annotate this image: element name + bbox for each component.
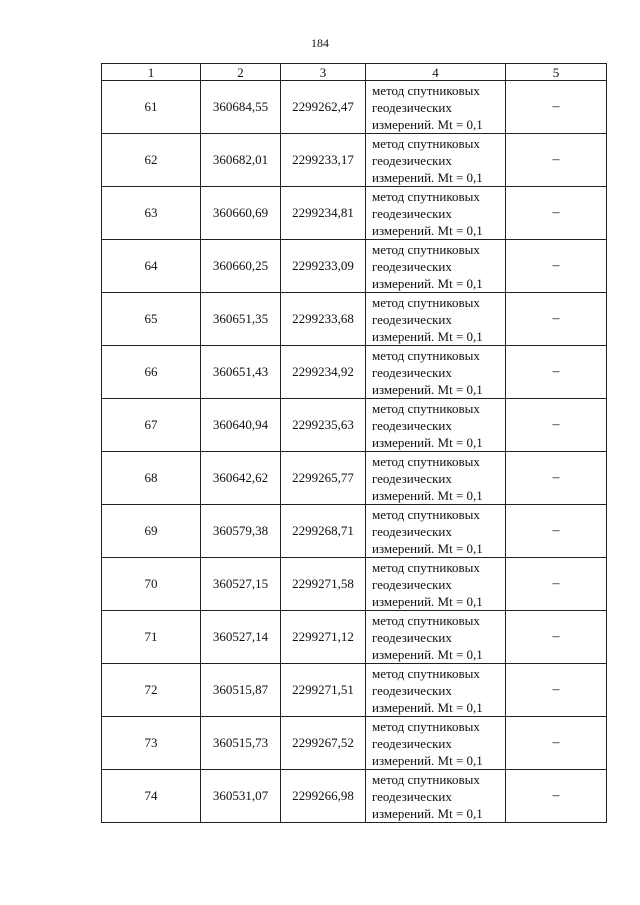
header-col-4: 4 <box>366 64 506 81</box>
header-col-1: 1 <box>102 64 201 81</box>
method-line-2: геодезических <box>372 99 452 115</box>
method-line-1: метод спутниковых <box>372 241 480 257</box>
coord-x: 360660,25 <box>201 240 281 293</box>
coord-y: 2299233,17 <box>281 134 366 187</box>
method-cell <box>366 293 506 346</box>
coord-y: 2299265,77 <box>281 452 366 505</box>
method-line-3: измерений. Mt = 0,1 <box>372 275 483 291</box>
method-line-3: измерений. Mt = 0,1 <box>372 593 483 609</box>
note-cell: – <box>506 346 607 399</box>
note-cell: – <box>506 399 607 452</box>
method-line-1: метод спутниковых <box>372 665 480 681</box>
point-number: 61 <box>102 81 201 134</box>
method-cell <box>366 664 506 717</box>
point-number: 66 <box>102 346 201 399</box>
note-cell: – <box>506 293 607 346</box>
method-line-1: метод спутниковых <box>372 559 480 575</box>
coord-y: 2299234,81 <box>281 187 366 240</box>
table-row <box>102 664 607 717</box>
method-line-2: геодезических <box>372 629 452 645</box>
point-number: 63 <box>102 187 201 240</box>
method-cell <box>366 187 506 240</box>
note-cell: – <box>506 717 607 770</box>
coord-x: 360651,43 <box>201 346 281 399</box>
method-line-1: метод спутниковых <box>372 82 480 98</box>
table-row <box>102 81 607 134</box>
point-number: 74 <box>102 770 201 823</box>
table-header-row <box>102 64 607 81</box>
table-row <box>102 240 607 293</box>
method-cell <box>366 81 506 134</box>
point-number: 68 <box>102 452 201 505</box>
method-line-1: метод спутниковых <box>372 188 480 204</box>
method-line-2: геодезических <box>372 417 452 433</box>
method-line-3: измерений. Mt = 0,1 <box>372 222 483 238</box>
point-number: 62 <box>102 134 201 187</box>
point-number: 69 <box>102 505 201 558</box>
coord-x: 360515,87 <box>201 664 281 717</box>
method-line-3: измерений. Mt = 0,1 <box>372 169 483 185</box>
table-row <box>102 399 607 452</box>
coord-x: 360684,55 <box>201 81 281 134</box>
method-line-1: метод спутниковых <box>372 506 480 522</box>
coord-y: 2299271,51 <box>281 664 366 717</box>
coord-y: 2299266,98 <box>281 770 366 823</box>
point-number: 73 <box>102 717 201 770</box>
coord-y: 2299233,09 <box>281 240 366 293</box>
method-cell <box>366 558 506 611</box>
coord-x: 360579,38 <box>201 505 281 558</box>
note-cell: – <box>506 187 607 240</box>
point-number: 70 <box>102 558 201 611</box>
coord-x: 360515,73 <box>201 717 281 770</box>
note-cell: – <box>506 505 607 558</box>
coord-y: 2299267,52 <box>281 717 366 770</box>
method-cell <box>366 505 506 558</box>
note-cell: – <box>506 611 607 664</box>
method-line-3: измерений. Mt = 0,1 <box>372 752 483 768</box>
method-line-2: геодезических <box>372 788 452 804</box>
method-line-2: геодезических <box>372 576 452 592</box>
note-cell: – <box>506 452 607 505</box>
table-row <box>102 770 607 823</box>
method-line-2: геодезических <box>372 258 452 274</box>
method-cell <box>366 770 506 823</box>
method-line-2: геодезических <box>372 682 452 698</box>
method-line-1: метод спутниковых <box>372 718 480 734</box>
method-line-2: геодезических <box>372 311 452 327</box>
header-col-5: 5 <box>506 64 607 81</box>
method-cell <box>366 346 506 399</box>
table-row <box>102 346 607 399</box>
coord-x: 360527,15 <box>201 558 281 611</box>
method-line-2: геодезических <box>372 470 452 486</box>
method-line-1: метод спутниковых <box>372 453 480 469</box>
method-line-2: геодезических <box>372 152 452 168</box>
coordinates-table <box>101 63 607 823</box>
coord-x: 360682,01 <box>201 134 281 187</box>
method-line-3: измерений. Mt = 0,1 <box>372 328 483 344</box>
coord-y: 2299268,71 <box>281 505 366 558</box>
method-cell <box>366 611 506 664</box>
method-line-2: геодезических <box>372 735 452 751</box>
coord-y: 2299234,92 <box>281 346 366 399</box>
coord-x: 360642,62 <box>201 452 281 505</box>
table-row <box>102 134 607 187</box>
note-cell: – <box>506 664 607 717</box>
note-cell: – <box>506 240 607 293</box>
method-line-1: метод спутниковых <box>372 400 480 416</box>
coord-y: 2299271,12 <box>281 611 366 664</box>
method-cell <box>366 134 506 187</box>
header-col-2: 2 <box>201 64 281 81</box>
page-number: 184 <box>311 36 329 50</box>
table-row <box>102 187 607 240</box>
point-number: 67 <box>102 399 201 452</box>
coord-x: 360651,35 <box>201 293 281 346</box>
method-cell <box>366 717 506 770</box>
table-row <box>102 558 607 611</box>
header-col-3: 3 <box>281 64 366 81</box>
method-line-2: геодезических <box>372 523 452 539</box>
note-cell: – <box>506 770 607 823</box>
method-line-3: измерений. Mt = 0,1 <box>372 434 483 450</box>
table-row <box>102 611 607 664</box>
point-number: 71 <box>102 611 201 664</box>
coord-x: 360531,07 <box>201 770 281 823</box>
note-cell: – <box>506 558 607 611</box>
point-number: 64 <box>102 240 201 293</box>
coord-x: 360640,94 <box>201 399 281 452</box>
coord-x: 360660,69 <box>201 187 281 240</box>
method-cell <box>366 452 506 505</box>
note-cell: – <box>506 134 607 187</box>
method-line-3: измерений. Mt = 0,1 <box>372 646 483 662</box>
method-line-2: геодезических <box>372 205 452 221</box>
point-number: 65 <box>102 293 201 346</box>
coord-y: 2299235,63 <box>281 399 366 452</box>
table-row <box>102 717 607 770</box>
method-line-1: метод спутниковых <box>372 135 480 151</box>
method-line-1: метод спутниковых <box>372 771 480 787</box>
note-cell: – <box>506 81 607 134</box>
coord-y: 2299271,58 <box>281 558 366 611</box>
method-line-2: геодезических <box>372 364 452 380</box>
table-row <box>102 505 607 558</box>
coord-y: 2299233,68 <box>281 293 366 346</box>
method-line-3: измерений. Mt = 0,1 <box>372 487 483 503</box>
method-line-3: измерений. Mt = 0,1 <box>372 805 483 821</box>
method-line-1: метод спутниковых <box>372 294 480 310</box>
point-number: 72 <box>102 664 201 717</box>
method-line-3: измерений. Mt = 0,1 <box>372 381 483 397</box>
method-line-3: измерений. Mt = 0,1 <box>372 540 483 556</box>
method-cell <box>366 399 506 452</box>
method-line-1: метод спутниковых <box>372 612 480 628</box>
table-row <box>102 293 607 346</box>
method-line-1: метод спутниковых <box>372 347 480 363</box>
coord-y: 2299262,47 <box>281 81 366 134</box>
method-line-3: измерений. Mt = 0,1 <box>372 699 483 715</box>
method-line-3: измерений. Mt = 0,1 <box>372 116 483 132</box>
method-cell <box>366 240 506 293</box>
table-row <box>102 452 607 505</box>
coord-x: 360527,14 <box>201 611 281 664</box>
